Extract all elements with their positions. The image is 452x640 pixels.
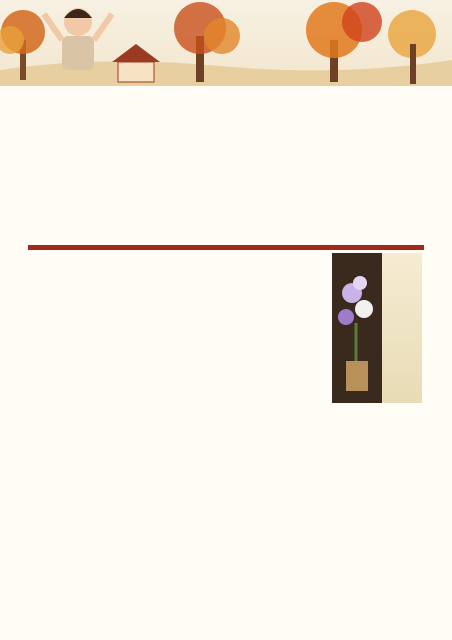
bottom-article-left <box>32 258 326 408</box>
photo-title <box>382 253 422 403</box>
autumn-banner <box>0 0 452 86</box>
autumn-illustration <box>0 0 452 86</box>
section-divider <box>28 245 424 250</box>
child-photo <box>44 8 112 70</box>
flower-vase-image <box>332 253 382 403</box>
bottom-article-right <box>28 410 422 610</box>
top-article-body <box>28 90 422 240</box>
house-icon <box>112 44 160 82</box>
flower-offering-photo <box>332 253 422 403</box>
